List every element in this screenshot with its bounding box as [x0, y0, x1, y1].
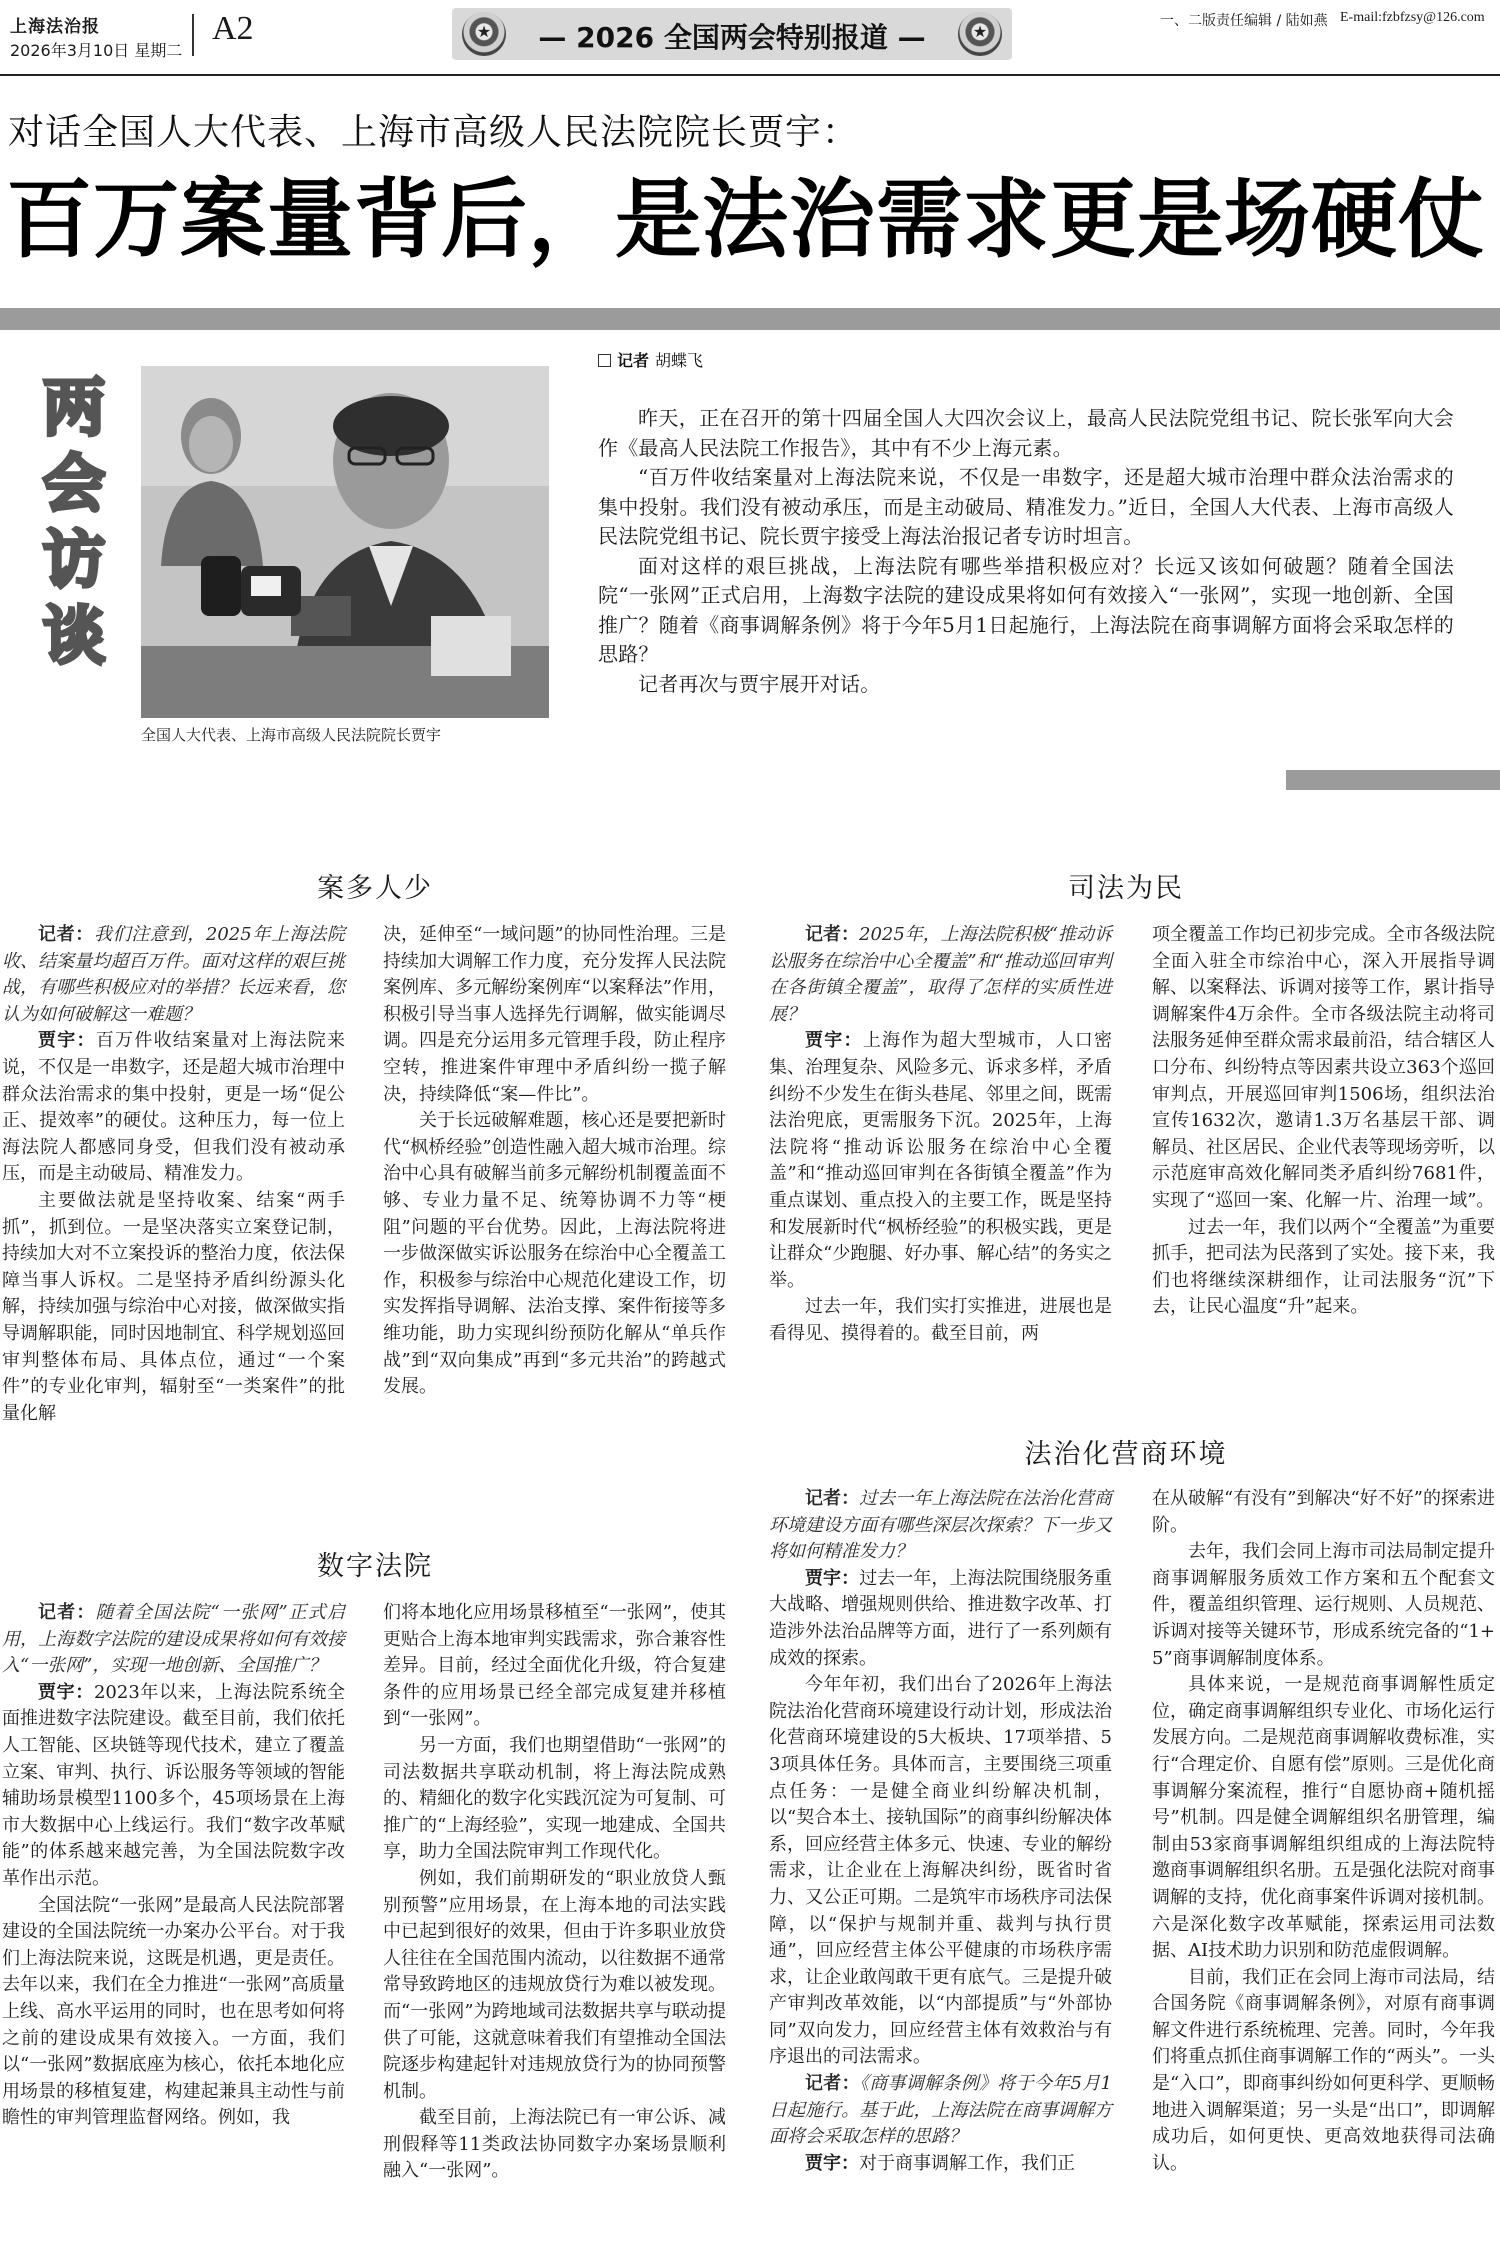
byline [598, 348, 703, 371]
answer-speaker: 贾宇： [38, 1030, 96, 1052]
question-speaker: 记者： [805, 924, 859, 945]
masthead-divider [192, 14, 194, 56]
answer-text: 过去一年，上海法院围绕服务重大战略、增强规则供给、推进数字改革、打造涉外法治品牌等方面，进行了一系列颇有成效的探索。 [769, 1567, 1112, 1669]
body-paragraph: 项全覆盖工作均已初步完成。全市各级法院全面入驻全市综治中心，深入开展指导调解、以案释法、诉调对接等工作，累计指导调解案件4万余件。全市各级法院主动将司法服务延伸至群众需求最前沿，结合辖区人口分布、纠纷特点等因素共设立363个巡回审判点，开展巡回审判1506场，组织法治宣传1632次，邀请1.3万名基层干部、调解员、社区居民、企业代表等现场旁听，以示范庭审高效化解同类矛盾纠纷7681件，实现了“巡回一案、化解一片、治理一域”。 [1152, 924, 1495, 1211]
byline-prefix: 记者 [617, 351, 650, 370]
section-title-digital-court: 数字法院 [317, 1551, 433, 1582]
npc-emblem-icon [958, 12, 1002, 56]
question-text: 2025年，上海法院积极“推动诉讼服务在综治中心全覆盖”和“推动巡回审判在各街镇全覆盖”，取得了怎样的实质性进展？ [769, 924, 1113, 1025]
answer-speaker: 贾宇： [38, 1681, 94, 1703]
newspaper-logo: 上海法治报 [10, 17, 100, 37]
question-text: 我们注意到，2025年上海法院收、结案量均超百万件。面对这样的艰巨挑战，有哪些积极应对的举措？长远来看，您认为如何破解这一难题？ [2, 924, 345, 1025]
intro-paragraph: 记者再次与贾宇展开对话。 [638, 671, 881, 696]
masthead [0, 0, 1500, 80]
column-label [34, 370, 114, 674]
answer-paragraph [769, 1566, 1112, 1672]
responsible-editor: 一、二版责任编辑 / 陆如燕 [1160, 13, 1328, 29]
body-paragraph: 目前，我们正在会同上海市司法局，结合国务院《商事调解条例》，对原有商事调解文件进行系统梳理、完善。同时，今年我们将重点抓住商事调解工作的“两头”。一头是“入口”，即商事纠纷如何更科学、更顺畅地进入调解渠道；另一头是“出口”，即调解成功后，如何更快、更高效地获得司法确认。 [1152, 1966, 1495, 2174]
body-paragraph: 今年年初，我们出台了2026年上海法院法治化营商环境建设行动计划，形成法治化营商环境建设的5大板块、17项举措、53项具体任务。具体而言，主要围绕三项重点任务：一是健全商业纠纷解决机制，以“契合本土、接轨国际”的商事纠纷解决体系，回应经营主体多元、快速、专业的解纷需求，让企业在上海解决纠纷，既省时省力、又公正可期。二是筑牢市场秩序司法保障，以“保护与规制并重、裁判与执行贯通”，回应经营主体公平健康的市场秩序需求，让企业敢闯敢干更有底气。三是提升破产审判改革效能，以“内部提质”与“外部协同”双向发力，回应经营主体有效救治与有序退出的司法需求。 [769, 1674, 1112, 2068]
article-column [383, 1600, 726, 2185]
national-emblem-icon [462, 12, 506, 56]
headline-title: 百万案量背后，是法治需求更是场硬仗 [6, 169, 1485, 270]
section-title-business-environment: 法治化营商环境 [1024, 1439, 1228, 1470]
answer-paragraph [769, 2151, 1112, 2178]
answer-text: 对于商事调解工作，我们正 [859, 2152, 1075, 2174]
answer-speaker: 贾宇： [805, 1567, 860, 1589]
feature-band-bottom [1286, 770, 1500, 790]
answer-speaker: 贾宇： [805, 2152, 859, 2174]
intro-text [598, 404, 1454, 699]
answer-paragraph [2, 1028, 345, 1188]
body-paragraph: 主要做法就是坚持收案、结案“两手抓”，抓到位。一是坚决落实立案登记制，持续加大对不立案投诉的整治力度，依法保障当事人诉权。二是坚持矛盾纠纷源头化解，持续加强与综治中心对接，做深做实指导调解职能，同时因地制宜、科学规划巡回审判整体布局、具体点位，通过“一个案件”的专业化审判，辐射至“一类案件”的批量化解 [2, 1189, 345, 1424]
headline-kicker: 对话全国人大代表、上海市高级人民法院院长贾宇： [8, 112, 860, 153]
body-paragraph: 决，延伸至“一域问题”的协同性治理。三是持续加大调解工作力度，充分发挥人民法院案例库、多元解纷案例库“以案释法”作用，积极引导当事人选择先行调解，做实能调尽调。四是充分运用多元管理手段，防止程序空转，推进案件审理中矛盾纠纷一揽子解决，持续降低“案—件比”。 [383, 924, 726, 1105]
body-paragraph: 另一方面，我们也期望借助“一张网”的司法数据共享联动机制，将上海法院成熟的、精細化的数字化实践沉淀为可复制、可推广的“上海经验”，实现一地建成、全国共享，助力全国法院审判工作现代化。 [383, 1734, 726, 1863]
article-column [383, 922, 726, 1401]
feature-box [0, 308, 1500, 790]
question-text: 过去一年上海法院在法治化营商环境建设方面有哪些深层次探索？下一步又将如何精准发力？ [769, 1488, 1112, 1563]
intro-paragraph: “百万件收结案量对上海法院来说，不仅是一串数字，还是超大城市治理中群众法治需求的集中投射。我们没有被动承压，而是主动破局、精准发力。”近日，全国人大代表、上海市高级人民法院党组书记、院长贾宇接受上海法治报记者专访时坦言。 [598, 465, 1454, 548]
body-paragraph: 具体来说，一是规范商事调解性质定位，确定商事调解组织专业化、市场化运行发展方向。二是规范商事调解收费标准，实行“合理定价、自愿有偿”原则。三是优化商事调解分案流程，推行“自愿协商+随机摇号”机制。四是健全调解组织名册管理，编制由53家商事调解组织组成的上海法院特邀商事调解组织名册。五是强化法院对商事调解的支持，优化商事案件诉调对接机制。六是深化数字改革赋能，探索运用司法数据、AI技术助力识别和防范虚假调解。 [1152, 1674, 1495, 1962]
page-number: A2 [212, 10, 254, 47]
body-paragraph: 关于长远破解难题，核心还是要把新时代“枫桥经验”创造性融入超大城市治理。综治中心具有破解当前多元解纷机制覆盖面不够、专业力量不足、统筹协调不力等“梗阻”问题的平台优势。因此，上海法院将进一步做深做实诉讼服务在综治中心全覆盖工作，积极参与综治中心规范化建设工作，切实发挥指导调解、法治支撑、案件衔接等多维功能，助力实现纠纷预防化解从“单兵作战”到“双向集成”再到“多元共治”的跨越式发展。 [383, 1110, 726, 1398]
special-report-banner [452, 8, 1012, 60]
body-paragraph: 过去一年，我们实打实推进，进展也是看得见、摸得着的。截至目前，两 [769, 1296, 1112, 1344]
photo-caption: 全国人大代表、上海市高级人民法院院长贾宇 [141, 726, 442, 744]
portrait-illustration [141, 366, 549, 718]
body-paragraph: 去年，我们会同上海市司法局制定提升商事调解服务质效工作方案和五个配套文件，覆盖组织管理、运行规则、人员规范、诉调对接等关键环节，形成系统完备的“1+5”商事调解制度体系。 [1152, 1541, 1495, 1669]
article-column [769, 922, 1112, 1348]
body-paragraph: 过去一年，我们以两个“全覆盖”为重要抓手，把司法为民落到了实处。接下来，我们也将继续深耕细作，让司法服务“沉”下去，让民心温度“升”起来。 [1152, 1216, 1495, 1318]
answer-text: 百万件收结案量对上海法院来说，不仅是一串数字，还是超大城市治理中群众法治需求的集中投射，更是一场“促公正、提效率”的硬仗。这种压力，每一位上海法院人都感同身受，但我们没有被动承压，而是主动破局、精准发力。 [2, 1030, 346, 1185]
body-paragraph: 们将本地化应用场景移植至“一张网”，使其更贴合上海本地审判实践需求，弥合兼容性差异。目前，经过全面优化升级，符合复建条件的应用场景已经全部完成复建并移植到“一张网”。 [383, 1602, 726, 1730]
question-speaker: 记者： [38, 924, 94, 945]
portrait-photo [141, 366, 549, 718]
body-paragraph: 截至目前，上海法院已有一审公诉、减刑假释等11类政法协同数字办案场景顺利融入“一张网”。 [383, 2107, 726, 2182]
body-paragraph: 例如，我们前期研发的“职业放贷人甄别预警”应用场景，在上海本地的司法实践中已起到很好的效果，但由于许多职业放贷人往往在全国范围内流动，以往数据不通常常导致跨地区的违规放贷行为难以被发现。而“一张网”为跨地域司法数据共享与联动提供了可能，这就意味着我们有望推动全国法院逐步构建起针对违规放贷行为的协同预警机制。 [383, 1867, 726, 2102]
section-title-justice-for-people: 司法为民 [1068, 873, 1184, 904]
reporter-question [769, 2071, 1112, 2151]
byline-name: 胡蝶飞 [655, 351, 704, 370]
question-speaker: 记者： [805, 1488, 860, 1509]
body-paragraph: 在从破解“有没有”到解决“好不好”的探索进阶。 [1152, 1488, 1495, 1536]
banner-text: — 2026 全国两会特别报道 — [538, 21, 926, 54]
column-label-char: 访 [42, 523, 105, 596]
editor-email: E-mail:fzbfzsy@126.com [1340, 10, 1485, 25]
masthead-rule [0, 74, 1500, 76]
reporter-question [769, 1486, 1112, 1566]
column-label-char: 谈 [42, 599, 105, 672]
article-column [1152, 1486, 1495, 2177]
intro-paragraph: 昨天，正在召开的第十四届全国人大四次会议上，最高人民法院党组书记、院长张军向大会作《最高人民法院工作报告》，其中有不少上海元素。 [598, 406, 1454, 460]
article-column [1152, 922, 1495, 1321]
answer-paragraph [769, 1028, 1112, 1294]
section-title-cases: 案多人少 [317, 873, 433, 904]
question-text: 随着全国法院“一张网”正式启用，上海数字法院的建设成果将如何有效接入“一张网”，实现一地创新、全国推广？ [2, 1602, 346, 1677]
article-column [2, 1600, 345, 2132]
body-paragraph: 全国法院“一张网”是最高人民法院部署建设的全国法院统一办案办公平台。对于我们上海法院来说，这既是机遇，更是责任。去年以来，我们在全力推进“一张网”高质量上线、高水平运用的同时，也在思考如何将之前的建设成果有效接入。一方面，我们以“一张网”数据底座为核心，依托本地化应用场景的移植复建，构建起兼具主动性与前瞻性的审判管理监督网络。例如，我 [2, 1894, 345, 2129]
answer-text: 2023年以来，上海法院系统全面推进数字法院建设。截至目前，我们依托人工智能、区块链等现代技术，建立了覆盖立案、审判、执行、诉讼服务等领域的智能辅助场景模型1100多个，45项场景在上海市大数据中心上线运行。我们“数字改革赋能”的体系越来越完善，为全国法院数字改革作出示范。 [2, 1681, 345, 1889]
column-label-char: 两 [42, 371, 105, 444]
byline-box-icon [598, 354, 611, 367]
question-text: 《商事调解条例》将于今年5月1日起施行。基于此，上海法院在商事调解方面将会采取怎样的思路？ [769, 2073, 1113, 2148]
issue-date: 2026年3月10日 星期二 [10, 41, 183, 60]
column-label-char: 会 [42, 447, 105, 520]
reporter-question [2, 1600, 345, 1680]
article-column [2, 922, 345, 1427]
question-speaker: 记者： [805, 2073, 860, 2095]
answer-speaker: 贾宇： [805, 1030, 863, 1052]
answer-paragraph [2, 1680, 345, 1893]
intro-paragraph: 面对这样的艰巨挑战，上海法院有哪些举措积极应对？长远又该如何破题？随着全国法院“一张网”正式启用，上海数字法院的建设成果将如何有效接入“一张网”，实现一地创新、全国推广？随着《商事调解条例》将于今年5月1日起施行，上海法院在商事调解方面将会采取怎样的思路？ [598, 553, 1454, 666]
answer-text: 上海作为超大型城市，人口密集、治理复杂、风险多元、诉求多样，矛盾纠纷不少发生在街头巷尾、邻里之间，既需法治兜底，更需服务下沉。2025年，上海法院将“推动诉讼服务在综治中心全覆盖”和“推动巡回审判在各街镇全覆盖”作为重点谋划、重点投入的主要工作，既是坚持和发展新时代“枫桥经验”的积极实践，更是让群众“少跑腿、好办事、解心结”的务实之举。 [769, 1030, 1113, 1291]
reporter-question [769, 922, 1112, 1028]
question-speaker: 记者： [38, 1602, 96, 1623]
reporter-question [2, 922, 345, 1028]
article-column [769, 1486, 1112, 2177]
feature-band-top [0, 308, 1500, 330]
